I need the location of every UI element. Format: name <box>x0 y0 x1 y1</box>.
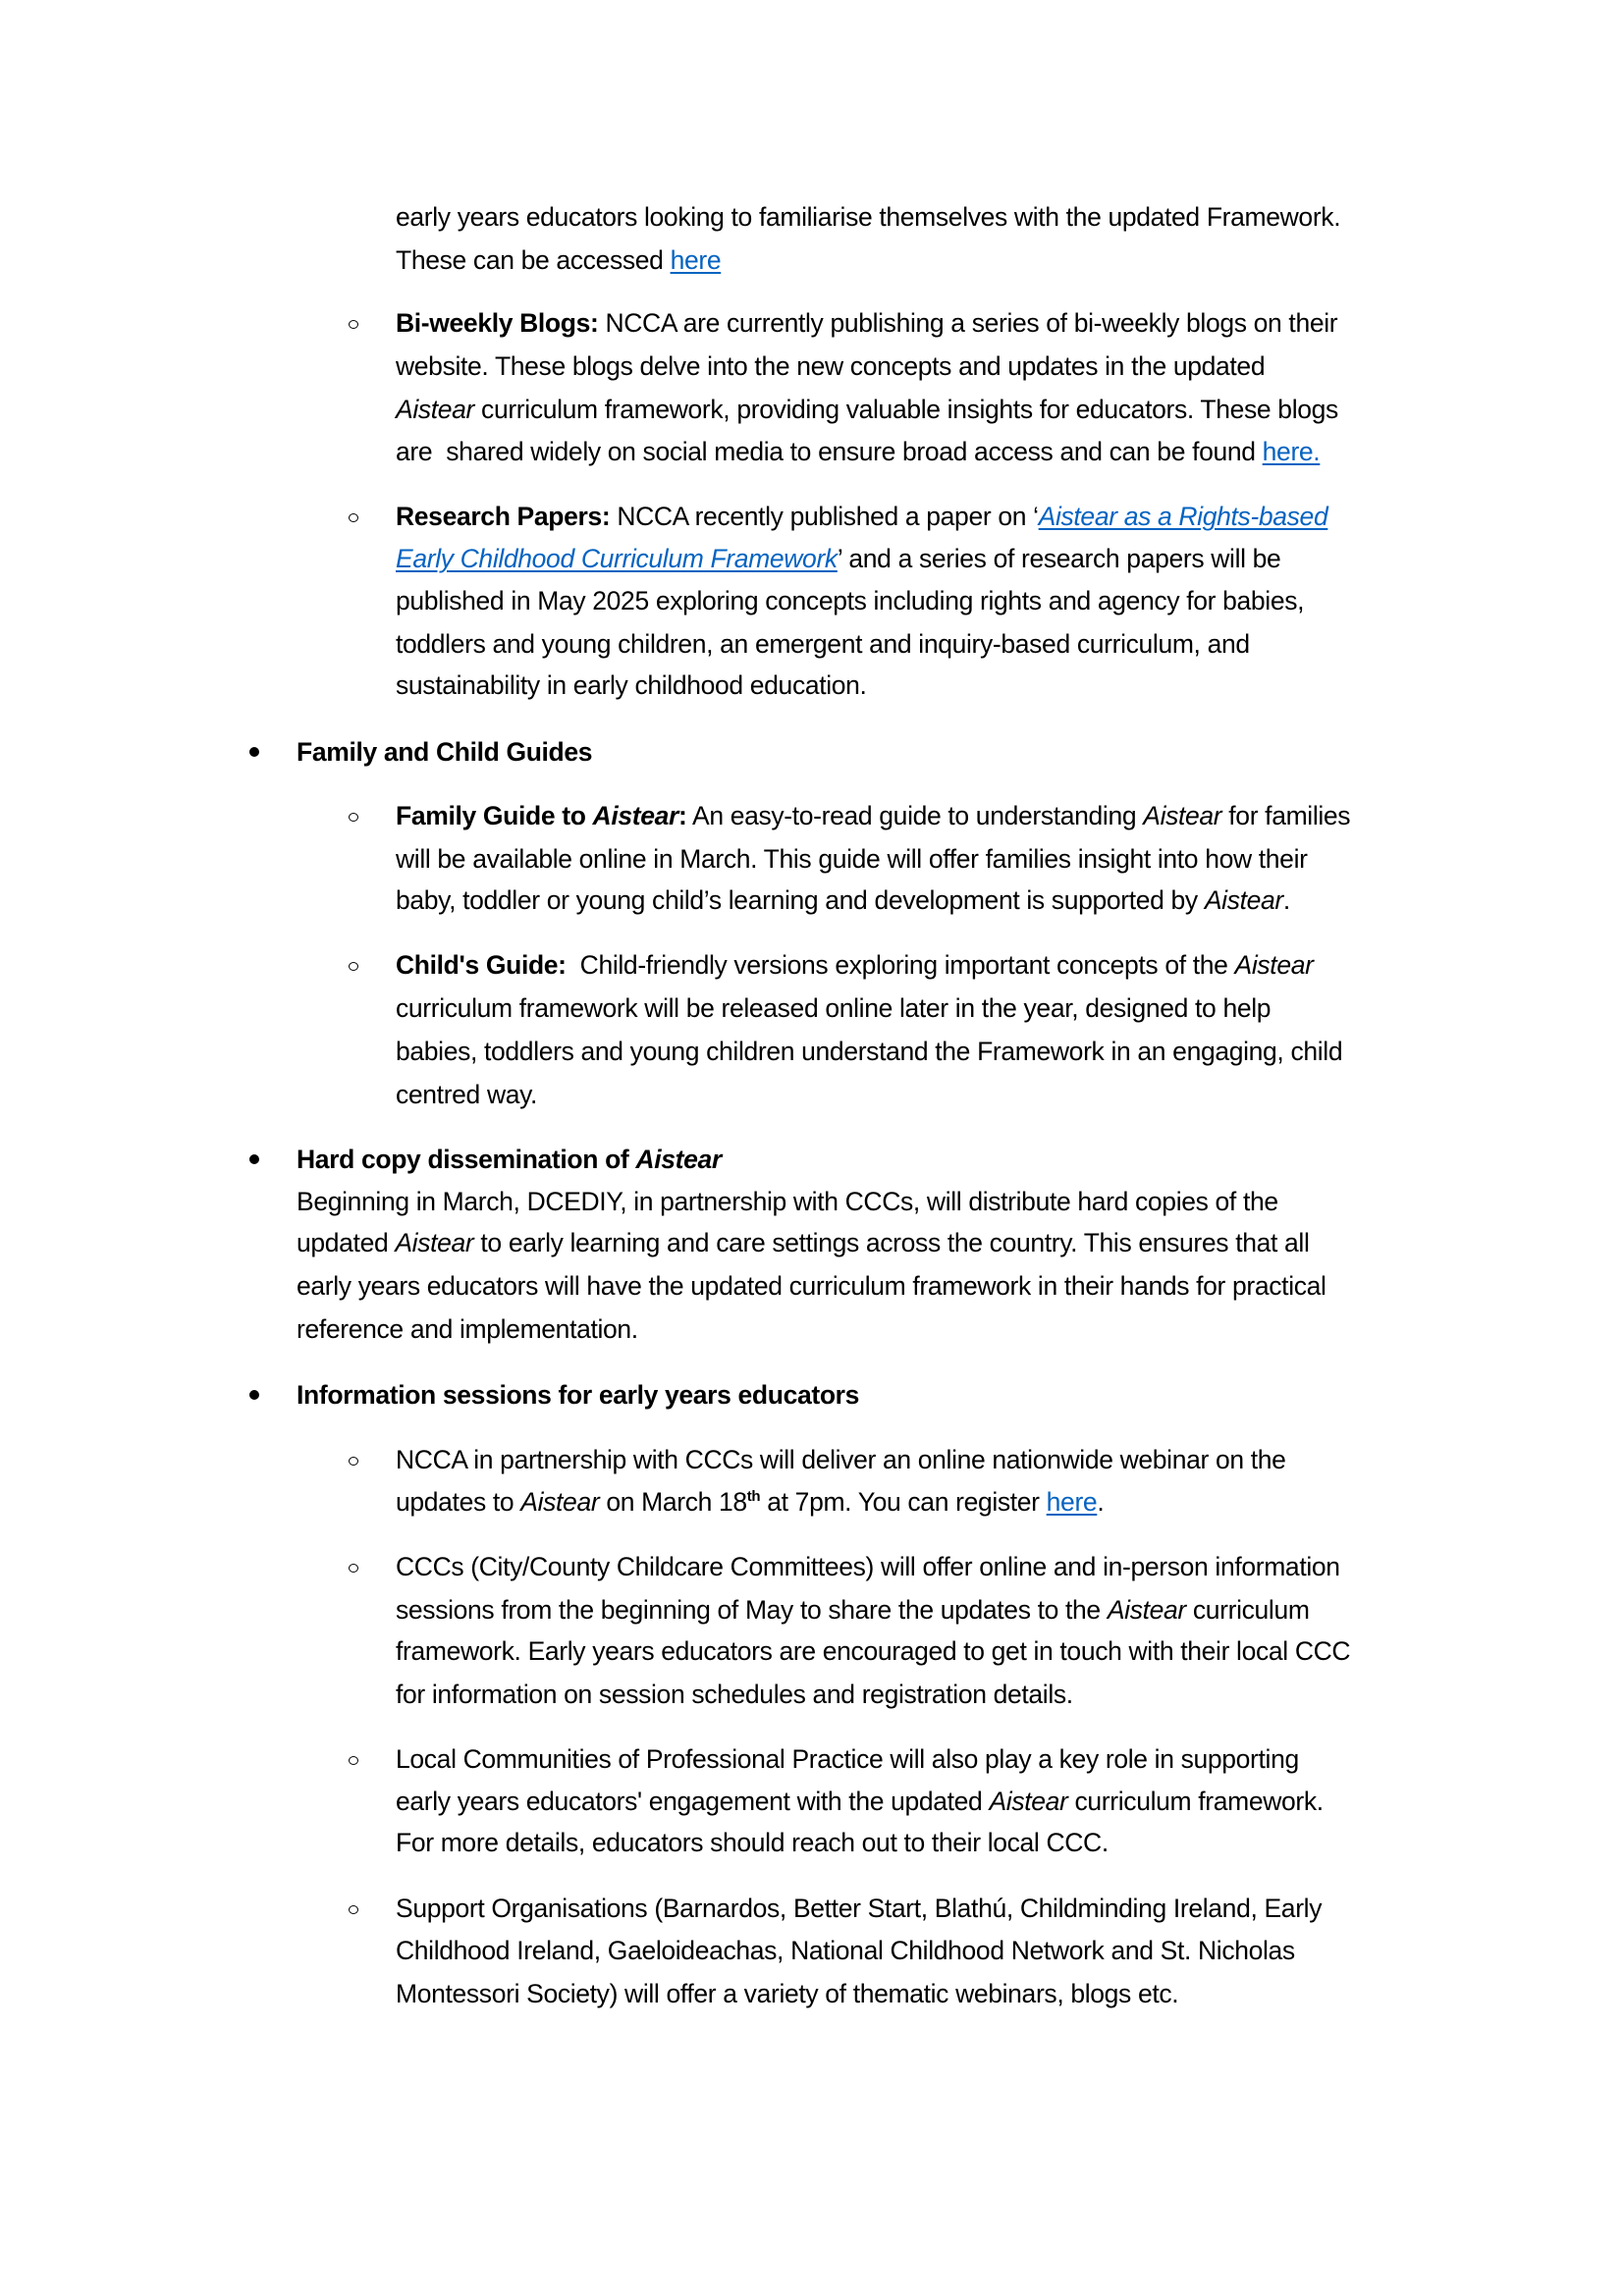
family-guide-line-2: will be available online in March. This guide will offer families insight into how their <box>396 844 1308 874</box>
circle-bullet-icon <box>349 1564 358 1573</box>
rights-based-paper-link-cont[interactable]: Early Childhood Curriculum Framework <box>396 544 838 573</box>
info-sessions-heading: Information sessions for early years educators <box>297 1380 860 1410</box>
cccs-line-4: for information on session schedules and registration details. <box>396 1680 1073 1709</box>
webinar-line-1: NCCA in partnership with CCCs will deliver an online nationwide webinar on the <box>396 1445 1286 1474</box>
blogs-line-3: Aistear curriculum framework, providing valuable insights for educators. These blogs <box>396 395 1338 424</box>
local-communities-line-1: Local Communities of Professional Practice will also play a key role in supporting <box>396 1744 1299 1774</box>
bullet-dot-icon <box>249 1154 259 1164</box>
research-line-4: toddlers and young children, an emergent and inquiry-based curriculum, and <box>396 629 1250 659</box>
research-line-1: Research Papers: NCCA recently published a paper on ‘Aistear as a Rights-based <box>396 502 1328 531</box>
intro-here-link[interactable]: here <box>670 245 722 275</box>
hard-copy-line-4: reference and implementation. <box>297 1314 638 1344</box>
blogs-line-4: are shared widely on social media to ensure broad access and can be found here. <box>396 437 1321 466</box>
rights-based-paper-link[interactable]: Aistear as a Rights-based <box>1038 502 1328 531</box>
family-guide-line-1: Family Guide to Aistear: An easy-to-read guide to understanding Aistear for families <box>396 801 1351 830</box>
support-orgs-line-2: Childhood Ireland, Gaeloideachas, National Childhood Network and St. Nicholas <box>396 1936 1295 1965</box>
support-orgs-line-3: Montessori Society) will offer a variety of thematic webinars, blogs etc. <box>396 1979 1179 2008</box>
childs-guide-line-3: babies, toddlers and young children understand the Framework in an engaging, child <box>396 1037 1343 1066</box>
webinar-line-2: updates to Aistear on March 18th at 7pm. You can register here. <box>396 1487 1105 1517</box>
cccs-line-2: sessions from the beginning of May to share the updates to the Aistear curriculum <box>396 1595 1310 1625</box>
family-guide-line-3: baby, toddler or young child’s learning and development is supported by Aistear. <box>396 885 1290 915</box>
bullet-dot-icon <box>249 747 259 757</box>
circle-bullet-icon <box>349 962 358 971</box>
childs-guide-line-4: centred way. <box>396 1080 538 1109</box>
hard-copy-line-1: Beginning in March, DCEDIY, in partnership with CCCs, will distribute hard copies of the <box>297 1187 1278 1216</box>
hard-copy-line-3: early years educators will have the updated curriculum framework in their hands for practical <box>297 1271 1326 1301</box>
bullet-dot-icon <box>249 1390 259 1400</box>
cccs-line-3: framework. Early years educators are encouraged to get in touch with their local CCC <box>396 1636 1351 1666</box>
hard-copy-heading: Hard copy dissemination of Aistear <box>297 1145 722 1174</box>
research-line-5: sustainability in early childhood education. <box>396 670 867 700</box>
blogs-line-1: Bi-weekly Blogs: NCCA are currently publishing a series of bi-weekly blogs on their <box>396 308 1338 338</box>
family-guide-label: Family Guide to Aistear: <box>396 801 687 830</box>
webinar-register-link[interactable]: here <box>1046 1487 1098 1517</box>
circle-bullet-icon <box>349 320 358 329</box>
intro-line-2: These can be accessed here <box>396 245 722 275</box>
circle-bullet-icon <box>349 813 358 822</box>
childs-guide-label: Child's Guide: <box>396 950 567 980</box>
support-orgs-line-1: Support Organisations (Barnardos, Better Start, Blathú, Childminding Ireland, Early <box>396 1894 1323 1923</box>
cccs-line-1: CCCs (City/County Childcare Committees) will offer online and in-person information <box>396 1552 1340 1581</box>
family-child-heading: Family and Child Guides <box>297 737 593 767</box>
intro-line-1: early years educators looking to familiarise themselves with the updated Framework. <box>396 202 1341 232</box>
research-line-3: published in May 2025 exploring concepts including rights and agency for babies, <box>396 586 1305 615</box>
local-communities-line-3: For more details, educators should reach out to their local CCC. <box>396 1828 1109 1857</box>
blogs-here-link[interactable]: here. <box>1262 437 1321 466</box>
circle-bullet-icon <box>349 1457 358 1466</box>
hard-copy-line-2: updated Aistear to early learning and care settings across the country. This ensures that all <box>297 1228 1310 1257</box>
childs-guide-line-2: curriculum framework will be released online later in the year, designed to help <box>396 993 1272 1023</box>
blogs-label: Bi-weekly Blogs: <box>396 308 599 338</box>
circle-bullet-icon <box>349 1756 358 1765</box>
local-communities-line-2: early years educators' engagement with the updated Aistear curriculum framework. <box>396 1787 1324 1816</box>
research-label: Research Papers: <box>396 502 611 531</box>
childs-guide-line-1: Child's Guide: Child-friendly versions exploring important concepts of the Aistear <box>396 950 1314 980</box>
circle-bullet-icon <box>349 1905 358 1914</box>
blogs-line-2: website. These blogs delve into the new concepts and updates in the updated <box>396 351 1266 381</box>
research-line-2: Early Childhood Curriculum Framework’ and a series of research papers will be <box>396 544 1281 573</box>
circle-bullet-icon <box>349 513 358 522</box>
